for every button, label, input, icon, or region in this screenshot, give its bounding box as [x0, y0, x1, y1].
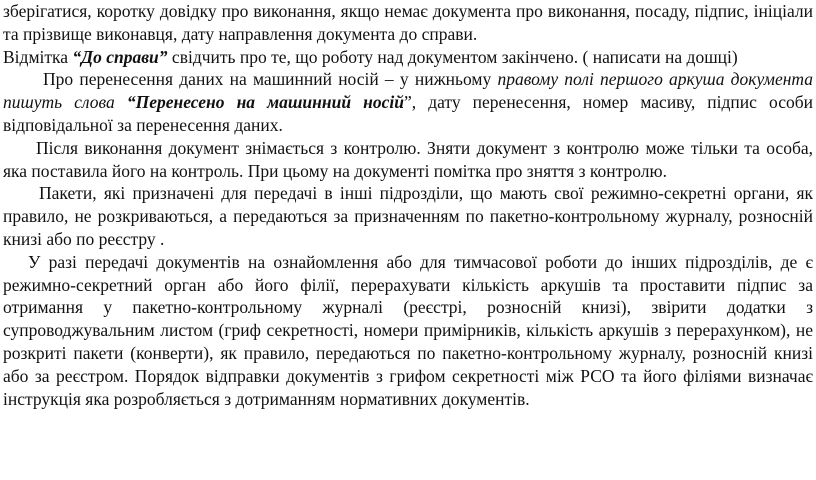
- to-file-mark-rest: свідчить про те, що роботу над документом закінчено. ( написати на дошці): [167, 46, 738, 67]
- paragraph-completion-note: зберігатися, коротку довідку про виконання, якщо немає документа про виконання, посаду, підпис, ініціали та прізвище виконавця, дату направлення документа до справи.: [3, 1, 813, 44]
- to-file-mark-quote: “До справи”: [72, 46, 168, 67]
- machine-media-rest: ”, дату перенесення, номер масиву, підпис особи відповідальної за перенесення даних.: [3, 92, 813, 135]
- machine-media-italic: правому полі першого аркуша документа пишуть слова: [3, 69, 814, 113]
- paragraph-machine-media: [3, 68, 813, 136]
- paragraph-packages: Пакети, які призначені для передачі в інші підрозділи, що мають свої режимно-секретні органи, як правило, не розкриваються, а передаються за призначенням по пакетно-контрольному журналу, розносній книзі або по реєстру .: [3, 183, 813, 249]
- to-file-mark-lead: Відмітка: [3, 46, 73, 67]
- paragraph-to-file-mark: [3, 46, 813, 69]
- document-page: [3, 0, 813, 410]
- machine-media-quote: “Перенесено на машинний носій: [126, 92, 404, 113]
- paragraph-control-removal: Після виконання документ знімається з контролю. Зняти документ з контролю може тільки та особа, яка поставила його на контроль. При цьому на документі помітка про зняття з контролю.: [3, 137, 813, 181]
- machine-media-lead: Про перенесення даних на машинний носій – у нижньому: [43, 69, 498, 90]
- paragraph-document-transfer: У разі передачі документів на ознайомлення або для тимчасової роботи до інших підрозділів, де є режимно-секретний орган або його філії, перерахувати кількість аркушів та проставити підпис за отримання у пакетно-контрольному журналі (реєстрі, розносній книзі), звірити додатки з супроводжувальним листом (гриф секретності, номери примірників, кількість аркушів з перерахунком), не розкриті пакети (конверти), як правило, передаються по пакетно-контрольному журналу, розносній книзі або за реєстром. Порядок відправки документів з грифом секретності між РСО та його філіями визначає інструкція яка розробляється з дотриманням нормативних документів.: [3, 251, 813, 409]
